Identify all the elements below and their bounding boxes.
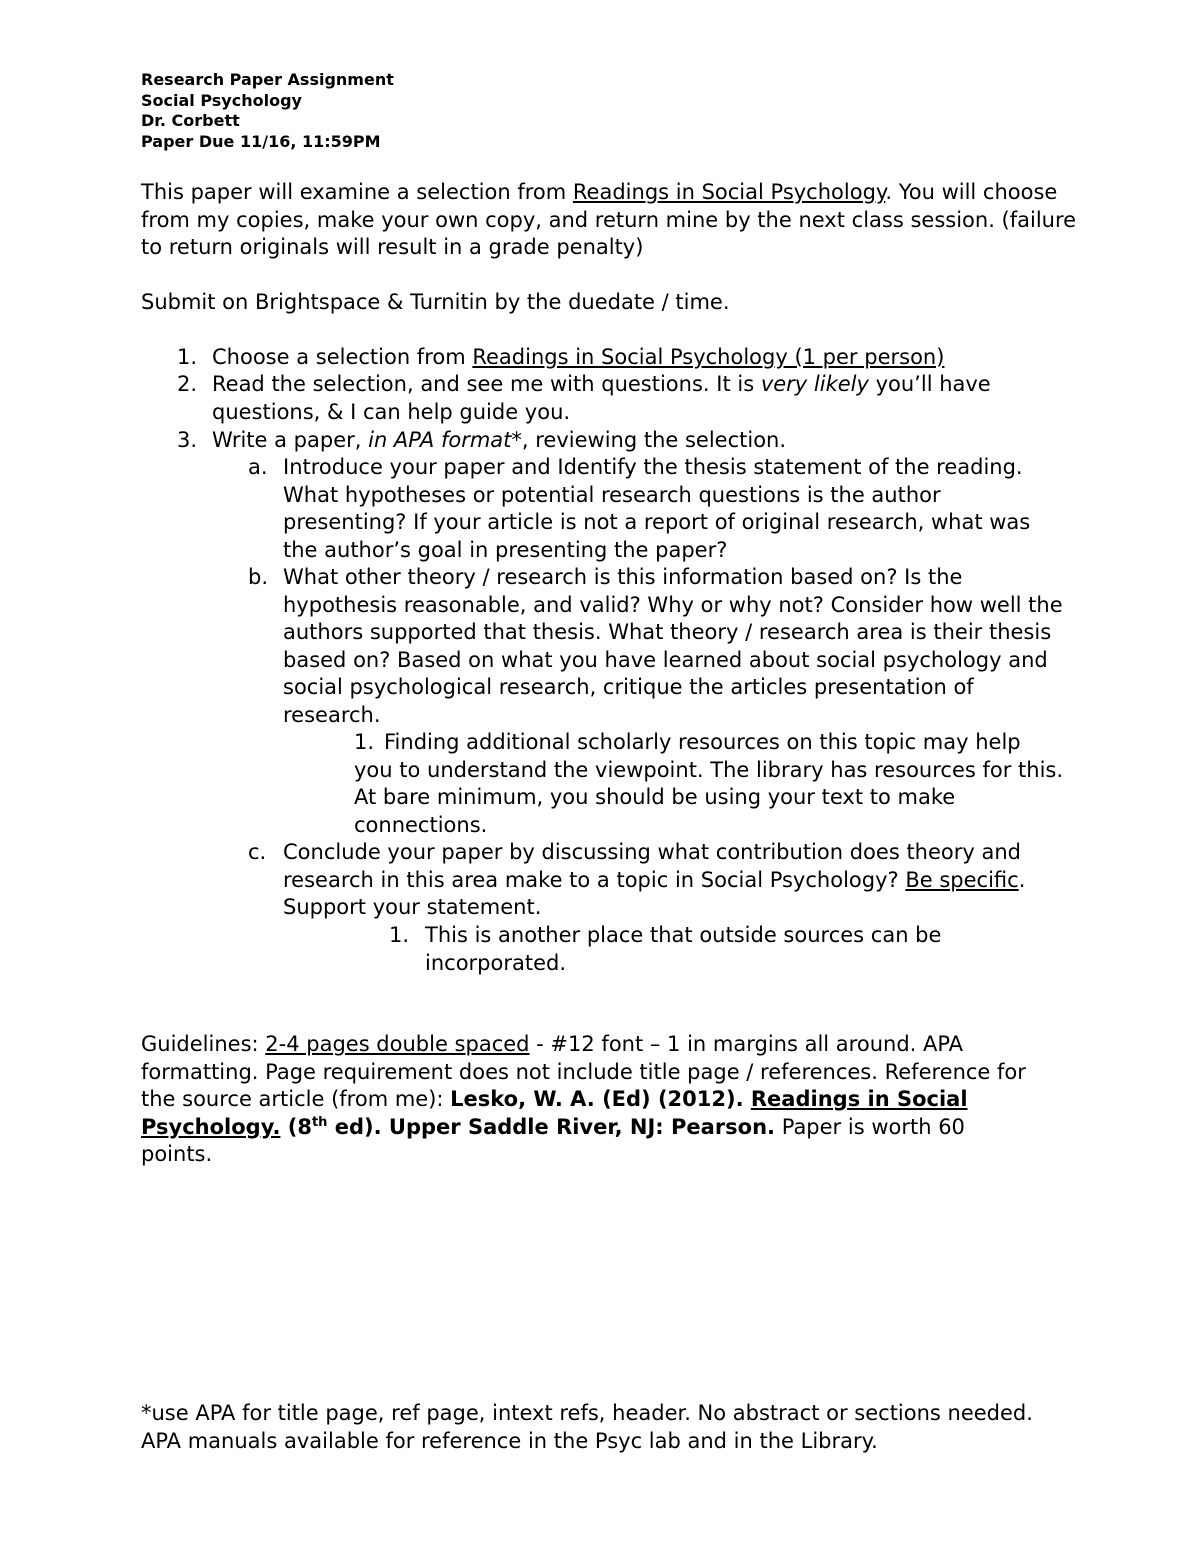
page-length: 2-4 pages double spaced xyxy=(265,1032,530,1056)
assignment-header xyxy=(141,70,394,152)
header-course: Social Psychology xyxy=(141,90,302,110)
step-1-underlined: Readings in Social Psychology (1 per person) xyxy=(472,345,945,369)
step-2: Read the selection, and see me with questions. It is very likely you’ll have questions, & I can help guide you. xyxy=(212,372,991,424)
step-1: Choose a selection from Readings in Social Psychology (1 per person) xyxy=(212,345,945,369)
step-1-number: 1. xyxy=(177,345,198,369)
sub-item-c: Conclude your paper by discussing what contribution does theory and research in this area make to a topic in Social Psychology? Be specific. Support your statement. xyxy=(283,840,1026,919)
footnote: *use APA for title page, ref page, intext refs, header. No abstract or sections needed. APA manuals available for reference in the Psyc lab and in the Library. xyxy=(141,1401,1033,1453)
book-title: Readings in Social Psychology xyxy=(572,180,886,204)
sub-item-b: What other theory / research is this information based on? Is the hypothesis reasonable, and valid? Why or why not? Consider how well the authors supported that thesis. What theory / research area is their thesis based on? Based on what you have learned about social psychology and social psychological research, critique the articles presentation of research. xyxy=(283,565,1063,727)
submit-instructions: Submit on Brightspace & Turnitin by the duedate / time. xyxy=(141,290,730,314)
sub-c-1-number: 1. xyxy=(389,923,410,947)
step-3: Write a paper, in APA format*, reviewing the selection. xyxy=(212,428,787,452)
sub-a-letter: a. xyxy=(248,455,268,479)
step-3-number: 3. xyxy=(177,428,198,452)
sub-item-b-1: Finding additional scholarly resources on this topic may help you to understand the viewpoint. The library has resources for this. At bare minimum, you should be using your text to make connections. xyxy=(354,730,1064,837)
header-title: Research Paper Assignment xyxy=(141,70,394,89)
step-2-number: 2. xyxy=(177,372,198,396)
sub-c-letter: c. xyxy=(248,840,267,864)
sub-item-c-1: This is another place that outside sources can be incorporated. xyxy=(425,923,942,975)
guidelines-paragraph: Guidelines: 2-4 pages double spaced - #12 font – 1 in margins all around. APA formatting. Page requirement does not include title page / references. Reference for the source article (from me): Lesko, W. A. (Ed) (2012). Readings in Social Psychology. (8th ed). Upper Saddle River, NJ: Pearson. Paper is worth 60 points. xyxy=(141,1032,1026,1166)
header-due-date: Paper Due 11/16, 11:59PM xyxy=(141,131,381,151)
reference-author: Lesko, W. A. (Ed) (2012). xyxy=(450,1087,751,1111)
be-specific: Be specific xyxy=(905,867,1019,892)
sub-b-1-number: 1. xyxy=(354,730,375,754)
header-instructor: Dr. Corbett xyxy=(141,111,240,130)
sub-item-a: Introduce your paper and Identify the thesis statement of the reading. What hypotheses or potential research questions is the author presenting? If your article is not a report of original research, what was the author’s goal in presenting the paper? xyxy=(283,455,1031,562)
intro-paragraph: This paper will examine a selection from Readings in Social Psychology. You will choose from my copies, make your own copy, and return mine by the next class session. (failure to return originals will result in a grade penalty) xyxy=(141,180,1077,259)
reference-title: Readings in Social Psychology. xyxy=(141,1087,968,1139)
sub-b-letter: b. xyxy=(248,565,269,589)
